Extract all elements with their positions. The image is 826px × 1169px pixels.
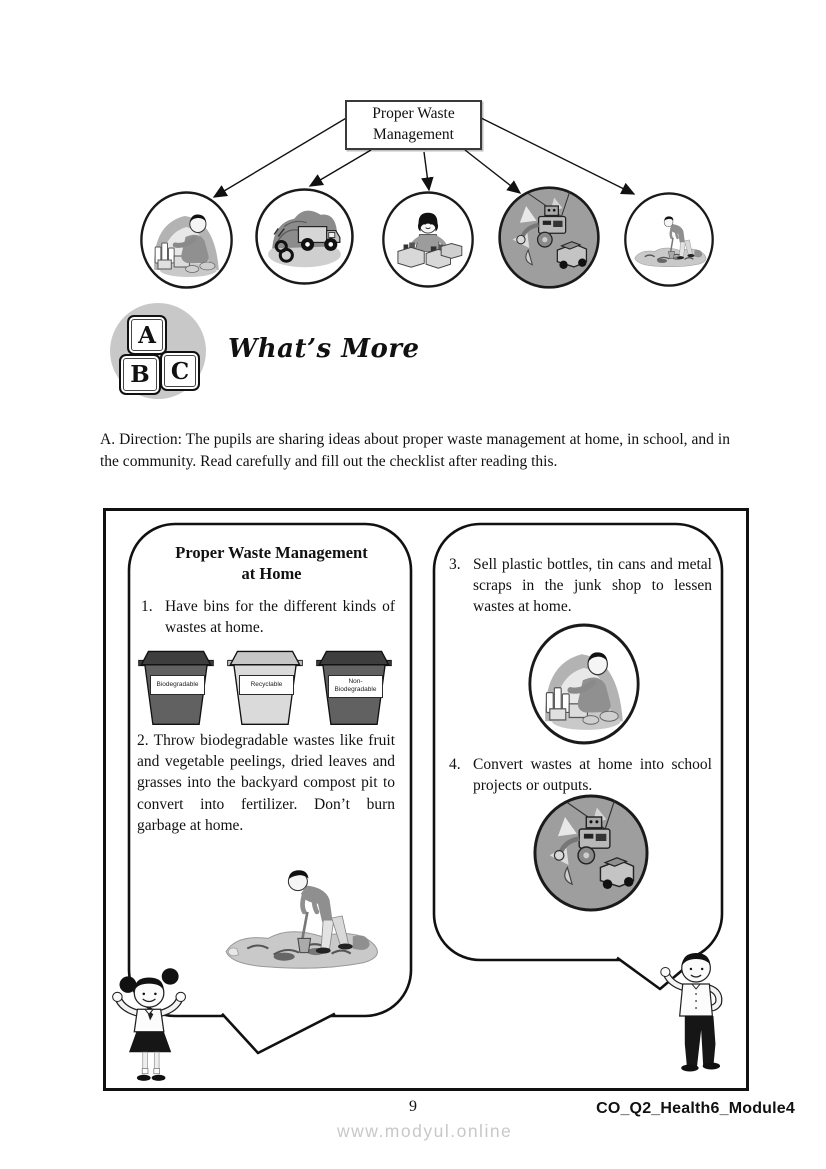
section-title: What’s More bbox=[228, 334, 420, 364]
girl-segregating-illustration bbox=[381, 190, 475, 289]
module-code: CO_Q2_Health6_Module4 bbox=[596, 1100, 795, 1117]
concept-root-box bbox=[345, 100, 482, 150]
left-bubble-title-line2: at Home bbox=[241, 564, 302, 584]
direction-text: A. Direction: The pupils are sharing ideas about proper waste management at home, in school, and in the community. Read carefully and fill out the checklist after reading this. bbox=[100, 431, 730, 470]
item-number: 1. bbox=[141, 598, 153, 615]
sorting-recyclables-illustration bbox=[527, 622, 641, 746]
junk-robot-illustration bbox=[497, 185, 601, 290]
list-item-3 bbox=[449, 555, 712, 617]
concept-root-label: Proper Waste Management bbox=[372, 105, 455, 143]
recyclable-bin bbox=[225, 648, 305, 726]
abc-blocks-icon bbox=[119, 354, 161, 395]
compost-digging-illustration bbox=[205, 855, 395, 977]
girl-character bbox=[110, 958, 205, 1085]
composting-illustration bbox=[623, 191, 715, 288]
sorting-recyclables-illustration bbox=[139, 190, 234, 290]
bin-label: Recyclable bbox=[239, 675, 294, 695]
bin-label: Non-Biodegradable bbox=[328, 675, 383, 698]
bin-label: Biodegradable bbox=[150, 675, 205, 695]
watermark: www.modyul.online bbox=[337, 1121, 513, 1141]
page-number: 9 bbox=[409, 1098, 417, 1115]
biodegradable-bin bbox=[136, 648, 216, 726]
list-item-4 bbox=[449, 755, 712, 797]
waste-bins-illustration bbox=[136, 648, 396, 728]
junk-robot-illustration bbox=[532, 793, 650, 913]
item-number: 3. bbox=[449, 556, 461, 573]
boy-character bbox=[648, 942, 740, 1082]
non-biodegradable-bin bbox=[314, 648, 394, 726]
item-number: 4. bbox=[449, 756, 461, 773]
list-item-1 bbox=[141, 597, 395, 639]
list-item-2: 2. Throw biodegradable wastes like fruit and vegetable peelings, dried leaves and grasses into the backyard compost pit to convert into fertilizer. Don’t burn garbage at home. bbox=[137, 732, 395, 834]
left-bubble-title bbox=[150, 542, 393, 585]
item-text: Sell plastic bottles, tin cans and metal scraps in the junk shop to lessen wastes at home. bbox=[473, 556, 712, 615]
abc-blocks-icon bbox=[160, 351, 200, 391]
left-bubble-title-line1: Proper Waste Management bbox=[175, 543, 368, 562]
block-letter-b: B bbox=[130, 361, 150, 388]
item-text: Convert wastes at home into school projects or outputs. bbox=[473, 756, 712, 794]
item-text: Have bins for the different kinds of wastes at home. bbox=[165, 598, 395, 636]
block-letter-a: A bbox=[138, 321, 156, 349]
garbage-truck-illustration bbox=[254, 187, 355, 286]
abc-blocks-icon bbox=[127, 315, 167, 355]
block-letter-c: C bbox=[170, 357, 190, 385]
